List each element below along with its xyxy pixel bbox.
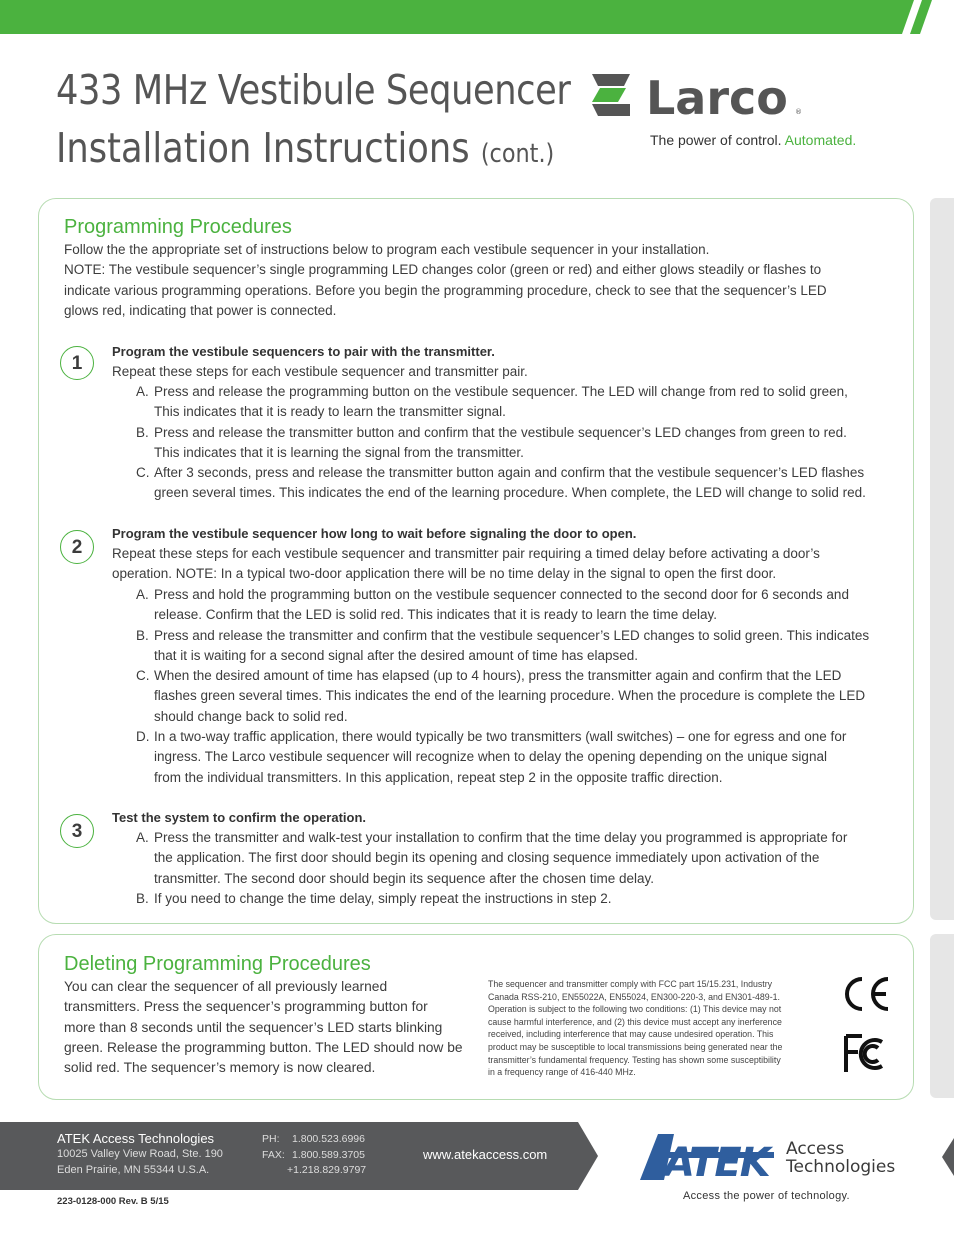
item-line: In a two-way traffic application, there would typically be two transmitters (wall switches) – one for egress and one for bbox=[154, 729, 847, 744]
item-label: C. bbox=[136, 668, 150, 683]
deleting-line: more than 8 seconds until the sequencer’s LED starts blinking bbox=[64, 1019, 443, 1035]
banner-corner bbox=[920, 0, 954, 34]
fax-label: FAX: bbox=[262, 1148, 285, 1161]
fax-row bbox=[262, 1148, 366, 1164]
intro-line: indicate various programming operations. Before you begin the programming procedure, check to see that the sequencer’s LED bbox=[64, 282, 827, 298]
intro-line: Follow the the appropriate set of instructions below to program each vestibule sequencer in your installation. bbox=[64, 242, 710, 257]
page-title-cont: (cont.) bbox=[480, 139, 555, 169]
item-text bbox=[154, 889, 612, 909]
phone-row bbox=[262, 1132, 366, 1148]
item-line: release. Confirm that the LED is solid red. This indicates that it is ready to learn the time delay. bbox=[154, 607, 718, 623]
item-label: B. bbox=[136, 891, 149, 906]
address-line: Eden Prairie, MN 55344 U.S.A. bbox=[57, 1163, 210, 1176]
step-heading: Program the vestibule sequencer how long to wait before signaling the door to open. bbox=[112, 526, 637, 541]
atek-logo-technologies: Technologies bbox=[786, 1157, 896, 1177]
item-line: Press the transmitter and walk-test your installation to confirm that the time delay you programmed is appropriate for bbox=[154, 830, 848, 845]
item-text bbox=[154, 828, 847, 889]
item-label: D. bbox=[136, 729, 150, 744]
item-line: should change back to solid red. bbox=[154, 708, 348, 724]
footer-company: ATEK Access Technologies bbox=[57, 1131, 215, 1146]
item-label: A. bbox=[136, 384, 149, 399]
intl-row bbox=[262, 1163, 366, 1179]
item-line: flashes green several times. This indicates the end of the learning procedure. When the procedure is complete the LED bbox=[154, 688, 866, 704]
item-text bbox=[154, 423, 847, 464]
footer-address bbox=[57, 1147, 223, 1178]
deleting-line: green. Release the programming button. The LED should now be bbox=[64, 1039, 463, 1055]
step-text: Repeat these steps for each vestibule sequencer and transmitter pair. bbox=[112, 364, 528, 379]
intro-line: NOTE: The vestibule sequencer’s single programming LED changes color (green or red) and either glows steadily or flashes to bbox=[64, 262, 822, 278]
page-title-main: Installation Instructions bbox=[56, 124, 470, 172]
item-line: green several times. This indicates the end of the learning procedure. When complete, the LED will change to solid red. bbox=[154, 485, 866, 501]
footer-contact-numbers bbox=[262, 1132, 366, 1179]
item-line: If you need to change the time delay, simply repeat the instructions in step 2. bbox=[154, 891, 612, 906]
step-number-badge: 3 bbox=[60, 814, 94, 848]
step-number-badge: 1 bbox=[60, 346, 94, 380]
registered-mark: ® bbox=[795, 108, 802, 116]
page-title-line2 bbox=[56, 124, 554, 172]
item-text bbox=[154, 585, 849, 626]
atek-logo-text: ATEK bbox=[664, 1140, 769, 1184]
item-line: This indicates that it is ready to learn the transmitter signal. bbox=[154, 404, 506, 420]
ce-mark-icon bbox=[842, 976, 892, 1012]
item-line: from the individual transmitters. In this application, repeat step 2 in the opposite traffic direction. bbox=[154, 769, 723, 785]
item-text bbox=[154, 626, 869, 667]
item-line: Press and release the programming button on the vestibule sequencer. The LED will change from red to solid green, bbox=[154, 384, 848, 399]
item-text bbox=[154, 463, 866, 504]
compliance-line: Operation is subject to the following two conditions: (1) This device may not bbox=[488, 1004, 782, 1015]
larco-logo-text: Larco bbox=[646, 71, 788, 120]
item-line: When the desired amount of time has elapsed (up to 4 hours), press the transmitter again and confirm that the LED bbox=[154, 668, 842, 683]
item-label: A. bbox=[136, 587, 149, 602]
step-text-line: operation. NOTE: In a typical two-door application there will be no time delay in the signal to open the first door. bbox=[112, 566, 777, 582]
item-label: B. bbox=[136, 628, 149, 643]
larco-tagline bbox=[650, 132, 856, 148]
item-line: This indicates that it is learning the signal from the transmitter. bbox=[154, 445, 524, 461]
side-tab-upper bbox=[930, 198, 954, 920]
step-heading: Program the vestibule sequencers to pair with the transmitter. bbox=[112, 344, 495, 359]
compliance-line: The sequencer and transmitter comply with FCC part 15/15.231, Industry bbox=[488, 979, 773, 989]
top-banner bbox=[0, 0, 954, 34]
intro-line: glows red, indicating that power is connected. bbox=[64, 302, 337, 318]
side-tab-lower bbox=[930, 934, 954, 1098]
item-line: ingress. The Larco vestibule sequencer will recognize when to delay the opening depending on the unique signal bbox=[154, 749, 827, 765]
address-line: 10025 Valley View Road, Ste. 190 bbox=[57, 1148, 223, 1160]
compliance-line: Canada RSS-210, EN55022A, EN55024, EN300-220-3, and EN301-489-1. bbox=[488, 991, 780, 1002]
item-line: Press and release the transmitter and confirm that the vestibule sequencer’s LED changes to solid green. This indicates bbox=[154, 628, 870, 643]
programming-intro bbox=[64, 240, 884, 321]
atek-logo-access: Access bbox=[786, 1139, 845, 1159]
deleting-line: transmitters. Press the sequencer’s programming button for bbox=[64, 999, 428, 1015]
step-number-badge: 2 bbox=[60, 530, 94, 564]
website-link[interactable]: www.atekaccess.com bbox=[423, 1147, 548, 1162]
item-label: A. bbox=[136, 830, 149, 845]
step-heading: Test the system to confirm the operation. bbox=[112, 810, 367, 825]
compliance-line: in a frequency range of 416-440 MHz. bbox=[488, 1067, 636, 1078]
compliance-line: cause harmful interference, and (2) this device must accept any inerference bbox=[488, 1016, 782, 1027]
item-line: the application. The first door should begin its opening and closing sequence immediately upon activation of the bbox=[154, 850, 820, 866]
atek-logo bbox=[640, 1130, 900, 1184]
larco-logo bbox=[588, 70, 908, 120]
item-label: B. bbox=[136, 425, 149, 440]
page-title-line1: 433 MHz Vestibule Sequencer bbox=[56, 66, 571, 114]
intl-number: +1.218.829.9797 bbox=[287, 1164, 367, 1176]
larco-logo-mark-top bbox=[592, 74, 630, 86]
item-line: Press and hold the programming button on the vestibule sequencer connected to the second door for 6 seconds and bbox=[154, 587, 849, 602]
step-text-line: Repeat these steps for each vestibule sequencer and transmitter pair requiring a timed delay before activating a door’s bbox=[112, 546, 820, 561]
fax-number: 1.800.589.3705 bbox=[292, 1148, 365, 1161]
item-line: Press and release the transmitter button and confirm that the vestibule sequencer’s LED changes from green to red. bbox=[154, 425, 847, 440]
phone-label: PH: bbox=[262, 1133, 280, 1145]
deleting-line: You can clear the sequencer of all previously learned bbox=[64, 979, 388, 994]
item-label: C. bbox=[136, 465, 150, 480]
document-number: 223-0128-000 Rev. B 5/15 bbox=[57, 1196, 169, 1207]
deleting-line: solid red. The sequencer’s memory is now cleared. bbox=[64, 1060, 376, 1076]
item-text bbox=[154, 727, 846, 788]
atek-tagline: Access the power of technology. bbox=[683, 1190, 850, 1202]
tagline-main: The power of control. bbox=[650, 132, 782, 148]
item-line: that it is waiting for a second signal after the desired amount of time has elapsed. bbox=[154, 648, 639, 664]
larco-logo-mark-mid bbox=[592, 88, 626, 102]
compliance-line: transmitter’s fundamental frequency. Testing has shown some susceptibility bbox=[488, 1054, 781, 1065]
item-line: After 3 seconds, press and release the transmitter button again and confirm that the vestibule sequencer’s LED flashes bbox=[154, 465, 865, 480]
compliance-notice bbox=[488, 978, 824, 1079]
item-text bbox=[154, 666, 865, 727]
tagline-accent: Automated. bbox=[784, 132, 857, 148]
item-line: transmitter. The second door should begin its sequence after the chosen time delay. bbox=[154, 870, 655, 886]
page-arrow-icon bbox=[942, 1138, 954, 1176]
programming-heading: Programming Procedures bbox=[64, 216, 292, 238]
item-text bbox=[154, 382, 848, 423]
compliance-line: received, including interference that may cause undesired operation. This bbox=[488, 1029, 774, 1040]
compliance-line: product may be susceptible to local transmissions being generated near the bbox=[488, 1041, 783, 1052]
deleting-text bbox=[64, 977, 463, 1078]
larco-logo-mark-bottom bbox=[592, 104, 630, 116]
step-text bbox=[112, 544, 820, 585]
fcc-mark-icon bbox=[842, 1034, 890, 1074]
deleting-heading: Deleting Programming Procedures bbox=[64, 953, 371, 975]
phone-number: 1.800.523.6996 bbox=[292, 1133, 365, 1145]
